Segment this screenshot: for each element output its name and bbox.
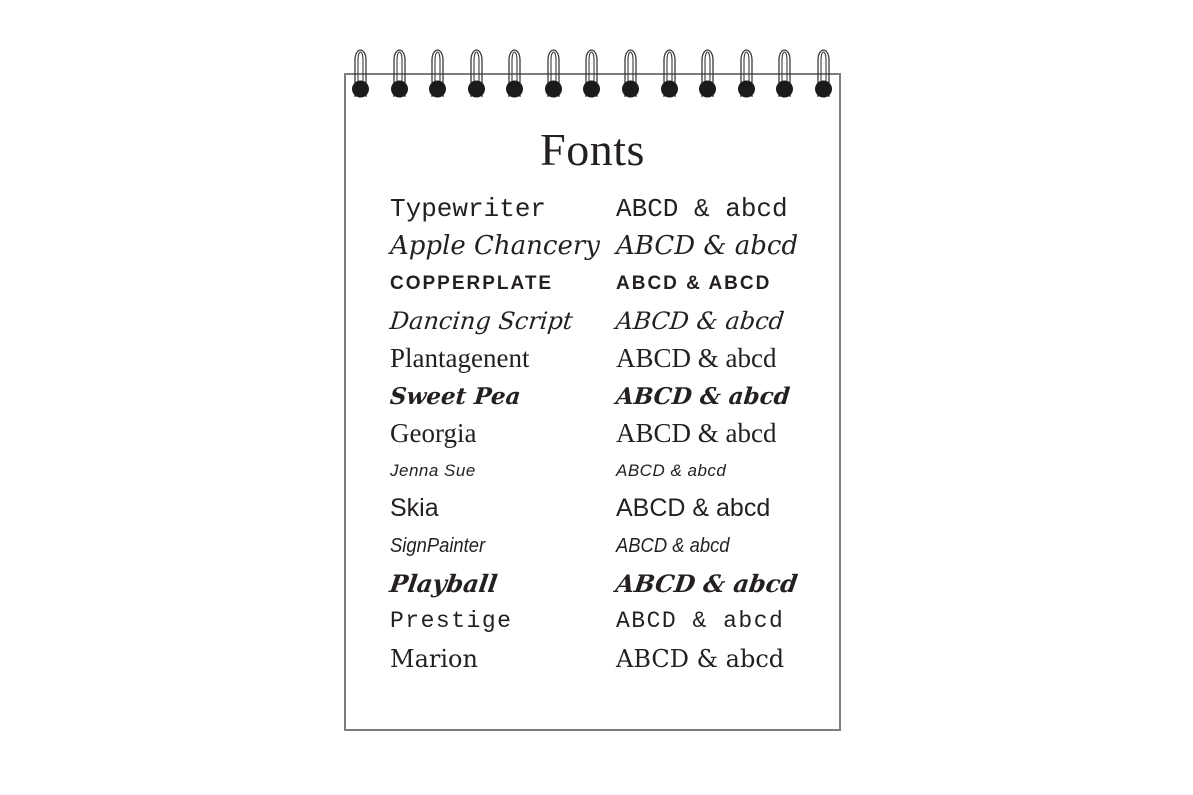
page-title: Fonts (540, 124, 645, 175)
spiral-coil-icon (538, 45, 568, 101)
font-row (390, 640, 839, 678)
spiral-coil-icon (499, 45, 529, 101)
font-row (390, 228, 839, 266)
font-row (390, 378, 839, 416)
font-name-label: Dancing Script (388, 307, 575, 336)
font-row (390, 340, 839, 378)
font-row (390, 528, 839, 566)
font-row (390, 453, 839, 491)
font-sample-text: ABCD & abcd (614, 382, 792, 410)
font-row (387, 565, 839, 603)
font-row (390, 265, 839, 303)
font-name-label: Typewriter (390, 193, 547, 224)
font-sample-text: ABCD & abcd (616, 231, 799, 262)
spiral-coil-icon (615, 45, 645, 101)
font-sample-text: ABCD & abcd (616, 644, 785, 673)
font-row (390, 190, 839, 228)
font-row (390, 415, 839, 453)
notepad (344, 73, 841, 731)
spiral-coil-icon (769, 45, 799, 101)
font-row (390, 303, 839, 341)
font-sample-text: ABCD & abcd (616, 534, 730, 557)
font-sample-text: ABCD & abcd (614, 307, 786, 336)
font-sample-text: ABCD & abcd (616, 343, 777, 374)
font-name-label: Georgia (390, 418, 477, 449)
spiral-coil-icon (654, 45, 684, 101)
font-sample-text: ABCD & abcd (616, 418, 777, 449)
spiral-coil-icon (422, 45, 452, 101)
font-name-label: Plantagenent (390, 343, 530, 374)
spiral-coil-icon (731, 45, 761, 101)
font-name-label: Apple Chancery (390, 231, 600, 262)
font-name-label: Jenna Sue (390, 461, 476, 481)
font-name-label: COPPERPLATE (390, 272, 554, 294)
font-name-label: Playball (387, 569, 500, 599)
font-sample-text: ABCD & abcd (616, 193, 788, 224)
spiral-coil-icon (384, 45, 414, 101)
font-name-label: SignPainter (390, 534, 486, 557)
font-name-label: Marion (390, 644, 478, 673)
font-sample-text: ABCD & abcd (616, 461, 727, 481)
font-name-label: Prestige (390, 608, 513, 635)
font-list (346, 190, 839, 678)
font-sample-text: ABCD & abcd (616, 494, 771, 523)
spiral-coil-icon (576, 45, 606, 101)
font-name-label: Skia (390, 494, 439, 523)
font-sample-text: ABCD & ABCD (616, 272, 772, 294)
spiral-coil-icon (808, 45, 838, 101)
font-sample-text: ABCD & abcd (616, 608, 785, 635)
spiral-coil-icon (461, 45, 491, 101)
font-sample-text: ABCD & abcd (613, 569, 800, 599)
spiral-coil-icon (345, 45, 375, 101)
font-row (390, 603, 839, 641)
font-name-label: Sweet Pea (388, 382, 522, 410)
font-row (390, 490, 839, 528)
spiral-coil-icon (692, 45, 722, 101)
spiral-binding (344, 45, 841, 101)
